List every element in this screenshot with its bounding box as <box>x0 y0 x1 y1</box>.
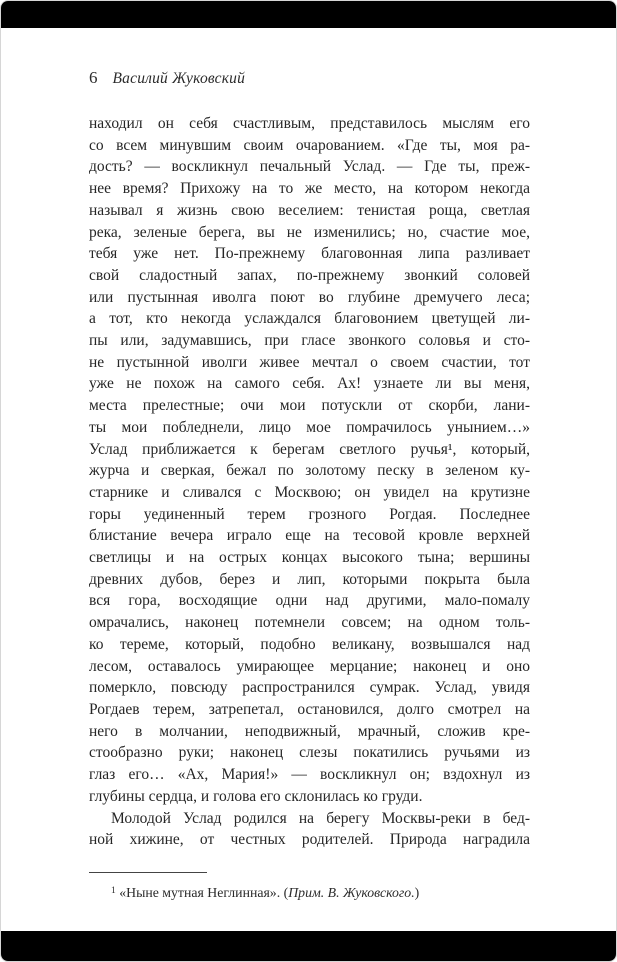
text-line: глубины сердца, и голова его склонилась ко груди. <box>89 787 423 805</box>
page-header <box>89 68 530 88</box>
text-line: со всем минувшим своим очарованием. «Где ты, моя ра- <box>89 136 530 154</box>
text-line: померкло, повсюду распространился сумрак. Услад, увидя <box>89 679 530 697</box>
text-line: омрачались, наконец потемнели совсем; на одном толь- <box>89 614 530 632</box>
text-line: река, зеленые берега, вы не изменились; но, счастие мое, <box>89 223 530 241</box>
running-head: Василий Жуковский <box>112 70 246 87</box>
text-line: или пустынная иволга поют во глубине дремучего леса; <box>89 288 530 306</box>
text-line: вся гора, восходящие одни над другими, мало-помалу <box>89 592 530 610</box>
footnote-area <box>89 872 530 902</box>
footnote-separator <box>89 872 207 873</box>
text-line: светлицы и на острых концах высокого тына; вершины <box>89 549 530 567</box>
text-line: горы уединенный терем грозного Рогдая. Последнее <box>89 505 530 523</box>
text-line: уже не похож на самого себя. Ах! узнаете ли вы меня, <box>89 375 530 393</box>
text-line: дость? — воскликнул печальный Услад. — Где ты, преж- <box>89 158 530 176</box>
text-line: Молодой Услад родился на берегу Москвы-реки в бед- <box>111 809 530 827</box>
footnote-close-paren: ) <box>414 884 420 900</box>
text-line: называл я жизнь свою веселием: тенистая роща, светлая <box>89 201 530 219</box>
paragraph <box>89 113 530 808</box>
text-line: не пустынной иволги живее мечтал о своем счастии, тот <box>89 353 530 371</box>
body-text <box>89 113 530 851</box>
text-line: Услад приближается к берегам светлого ручья¹, который, <box>89 440 530 458</box>
text-line: него в молчании, неподвижный, мрачный, сложив кре- <box>89 722 530 740</box>
footnote-attribution: Прим. В. Жуковского. <box>288 884 415 900</box>
footnote-marker: 1 <box>111 885 116 896</box>
text-line: находил он себя счастливым, представилось мыслям его <box>89 115 530 132</box>
footnote <box>89 882 530 902</box>
text-line: журча и сверкая, бежал по золотому песку в зеленом ку- <box>89 462 530 480</box>
text-line: ко тереме, который, подобно великану, возвышался над <box>89 635 530 653</box>
text-line: блистание вечера играло еще на тесовой кровле верхней <box>89 527 530 545</box>
text-line: лесом, оставалось умирающее мерцание; наконец и оно <box>89 657 530 675</box>
bottom-bar <box>1 931 616 961</box>
top-bar <box>1 1 616 28</box>
text-line: ной хижине, от честных родителей. Природа наградила <box>89 831 530 849</box>
text-line: стообразно руки; наконец слезы покатились ручьями из <box>89 744 530 762</box>
text-line: а тот, кто некогда услаждался благовонием цветущей ли- <box>89 310 530 328</box>
book-page <box>1 28 616 931</box>
text-line: тебя уже нет. По-прежнему благовонная липа разливает <box>89 245 530 263</box>
text-line: нее время? Прихожу на то же место, на котором некогда <box>89 180 530 198</box>
text-line: древних дубов, берез и лип, которыми покрыта была <box>89 570 530 588</box>
page-number: 6 <box>89 68 98 87</box>
text-line: Рогдаев терем, затрепетал, остановился, долго смотрел на <box>89 700 530 718</box>
text-line: свой сладостный запах, по-прежнему звонкий соловей <box>89 266 530 284</box>
text-line: глаз его… «Ах, Мария!» — воскликнул он; вздохнул из <box>89 766 530 784</box>
text-line: старнике и сливался с Москвою; он увидел на крутизне <box>89 483 530 501</box>
text-line: пы или, задумавшись, при гласе звонкого соловья и сто- <box>89 332 530 350</box>
text-line: места прелестные; очи мои потускли от скорби, лани- <box>89 397 530 415</box>
text-line: ты мои побледнели, лицо мое помрачилось унынием…» <box>89 418 530 436</box>
footnote-text: «Ныне мутная Неглинная». ( <box>119 884 289 900</box>
paragraph <box>89 808 530 851</box>
